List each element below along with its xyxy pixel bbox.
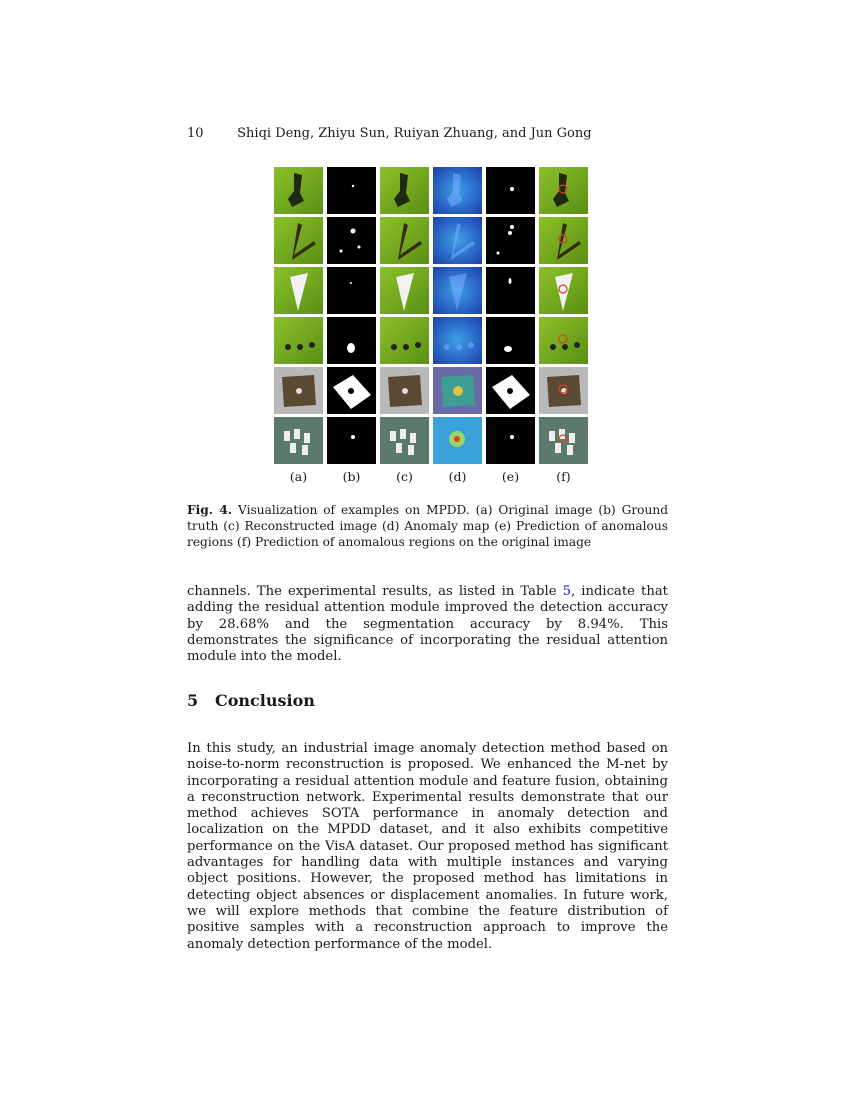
figure-image-r5-b <box>327 367 376 414</box>
section-title: Conclusion <box>215 691 315 710</box>
figure-image-r5-a <box>274 367 323 414</box>
figure-image-r5-f <box>539 367 588 414</box>
running-head <box>187 126 592 141</box>
caption-label: Fig. 4. <box>187 503 233 517</box>
column-labels <box>274 469 590 484</box>
figure-image-r4-a <box>274 317 323 364</box>
figure-image-r4-c <box>380 317 429 364</box>
page-number: 10 <box>187 126 204 141</box>
figure-image-r3-e <box>486 267 535 314</box>
figure-image-r6-d <box>433 417 482 464</box>
figure-image-r3-b <box>327 267 376 314</box>
figure-image-r6-b <box>327 417 376 464</box>
paragraph-text: , indicate that adding the residual attention module improved the detection accuracy by 28.68% and the segmentation accuracy by 8.94%. This demonstrates the significance of incorporating the residual attention module into the model. <box>187 584 668 665</box>
figure-image-r3-f <box>539 267 588 314</box>
figure-image-r6-f <box>539 417 588 464</box>
figure-image-r4-d <box>433 317 482 364</box>
figure-image-r5-e <box>486 367 535 414</box>
table-link[interactable]: 5 <box>562 584 571 599</box>
figure-image-r6-c <box>380 417 429 464</box>
figure-image-r1-b <box>327 167 376 214</box>
figure-caption <box>187 502 668 550</box>
figure-image-r5-c <box>380 367 429 414</box>
figure-image-r1-a <box>274 167 323 214</box>
column-label-d: (d) <box>448 469 467 484</box>
figure-image-r2-f <box>539 217 588 264</box>
figure-image-r4-b <box>327 317 376 364</box>
figure-image-r2-a <box>274 217 323 264</box>
column-label-f: (f) <box>556 469 571 484</box>
column-label-a: (a) <box>289 469 308 484</box>
caption-text: Visualization of examples on MPDD. (a) Original image (b) Ground truth (c) Reconstructed image (d) Anomaly map (e) Prediction of anomalous regions (f) Prediction of anomalous regions on the original image <box>187 503 669 549</box>
figure-image-r1-f <box>539 167 588 214</box>
figure-image-r1-c <box>380 167 429 214</box>
figure-image-r4-f <box>539 317 588 364</box>
figure-image-r1-d <box>433 167 482 214</box>
paragraph-results <box>187 584 668 665</box>
column-label-e: (e) <box>501 469 520 484</box>
figure-image-r3-d <box>433 267 482 314</box>
section-heading <box>187 691 315 710</box>
figure-image-r2-c <box>380 217 429 264</box>
figure-image-r5-d <box>433 367 482 414</box>
image-grid <box>274 167 590 464</box>
figure-image-r3-a <box>274 267 323 314</box>
figure-image-r6-e <box>486 417 535 464</box>
figure-image-r1-e <box>486 167 535 214</box>
authors: Shiqi Deng, Zhiyu Sun, Ruiyan Zhuang, and Jun Gong <box>237 126 592 141</box>
column-label-c: (c) <box>396 469 413 484</box>
paragraph-conclusion: In this study, an industrial image anomaly detection method based on noise-to-norm reconstruction is proposed. We enhanced the M-net by incorporating a residual attention module and feature fusion, obtaining a reconstruction network. Experimental results demonstrate that our method achieves SOTA performance in anomaly detection and localization on the MPDD dataset, and it also exhibits competitive performance on the VisA dataset. Our proposed method has significant advantages for handling data with multiple instances and varying object positions. However, the proposed method has limitations in detecting object absences or displacement anomalies. In future work, we will explore methods that combine the feature distribution of positive samples with a reconstruction approach to improve the anomaly detection performance of the model. <box>187 741 668 952</box>
figure-image-r6-a <box>274 417 323 464</box>
figure-image-r2-d <box>433 217 482 264</box>
section-number: 5 <box>187 691 199 710</box>
figure-image-r3-c <box>380 267 429 314</box>
figure-image-r4-e <box>486 317 535 364</box>
figure-4 <box>274 167 590 484</box>
figure-image-r2-b <box>327 217 376 264</box>
figure-image-r2-e <box>486 217 535 264</box>
paragraph-text: channels. The experimental results, as listed in Table <box>187 584 563 599</box>
column-label-b: (b) <box>342 469 361 484</box>
